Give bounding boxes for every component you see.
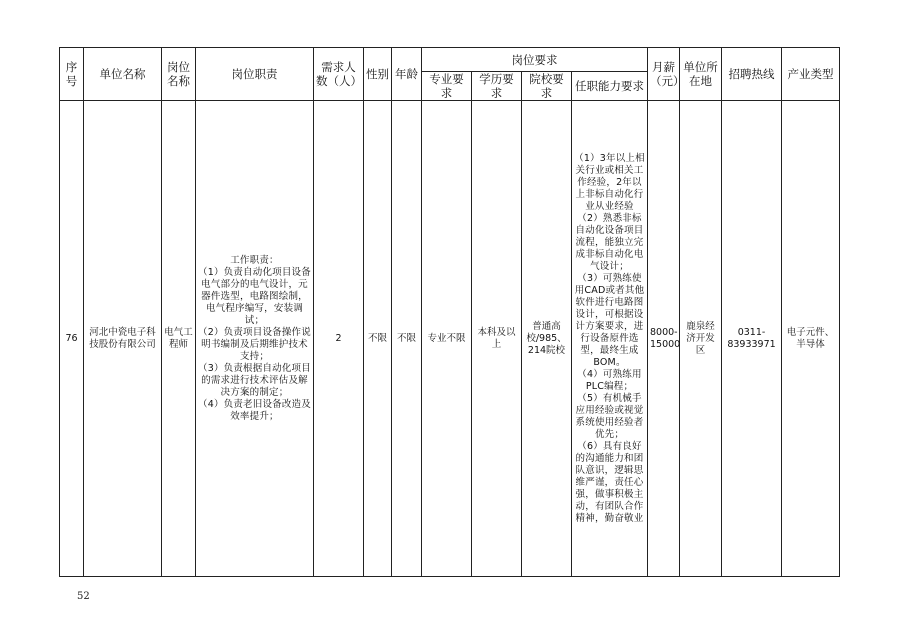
header-count: 需求人数（人） — [314, 48, 364, 101]
job-table — [59, 47, 840, 577]
cell-industry: 电子元件、半导体 — [782, 101, 840, 577]
header-requirements: 岗位要求 — [422, 48, 648, 72]
header-age: 年龄 — [392, 48, 422, 101]
header-industry: 产业类型 — [782, 48, 840, 101]
header-position: 岗位名称 — [162, 48, 196, 101]
page-number: 52 — [77, 591, 90, 602]
cell-school: 普通高校/985、214院校 — [522, 101, 572, 577]
cell-salary: 8000-15000 — [648, 101, 680, 577]
cell-hotline: 0311-83933971 — [722, 101, 782, 577]
header-salary: 月薪（元） — [648, 48, 680, 101]
cell-location: 鹿泉经济开发区 — [680, 101, 722, 577]
header-location: 单位所在地 — [680, 48, 722, 101]
table-row — [60, 101, 840, 577]
header-hotline: 招聘热线 — [722, 48, 782, 101]
cell-education: 本科及以上 — [472, 101, 522, 577]
cell-duties: 工作职责： （1）负责自动化项目设备电气部分的电气设计，元器件选型，电路图绘制，电气程序编写，安装调试； （2）负责项目设备操作说明书编制及后期维护技术支持； （3）负责根据自动化项目的需求进行技术评估及解决方案的制定； （4）负责老旧设备改造及效率提升； — [196, 101, 314, 577]
cell-ability: （1）3年以上相关行业或相关工作经验，2年以上非标自动化行业从业经验 （2）熟悉非标自动化设备项目流程，能独立完成非标自动化电气设计； （3）可熟练使用CAD或者其他软件进行电路图设计，可根据设计方案要求，进行设备原件选型，最终生成BOM。 （4）可熟练用PLC编程； （5）有机械手应用经验或视觉系统使用经验者优先； （6）具有良好的沟通能力和团队意识，逻辑思维严谨，责任心强，做事积极主动，有团队合作精神，勤奋敬业 — [572, 101, 648, 577]
cell-seq: 76 — [60, 101, 84, 577]
header-company: 单位名称 — [84, 48, 162, 101]
cell-position: 电气工程师 — [162, 101, 196, 577]
header-ability: 任职能力要求 — [572, 72, 648, 101]
header-education: 学历要求 — [472, 72, 522, 101]
header-duties: 岗位职责 — [196, 48, 314, 101]
header-seq: 序号 — [60, 48, 84, 101]
header-school: 院校要求 — [522, 72, 572, 101]
header-major: 专业要求 — [422, 72, 472, 101]
header-gender: 性别 — [364, 48, 392, 101]
cell-major: 专业不限 — [422, 101, 472, 577]
cell-count: 2 — [314, 101, 364, 577]
cell-company: 河北中瓷电子科技股份有限公司 — [84, 101, 162, 577]
cell-gender: 不限 — [364, 101, 392, 577]
cell-age: 不限 — [392, 101, 422, 577]
